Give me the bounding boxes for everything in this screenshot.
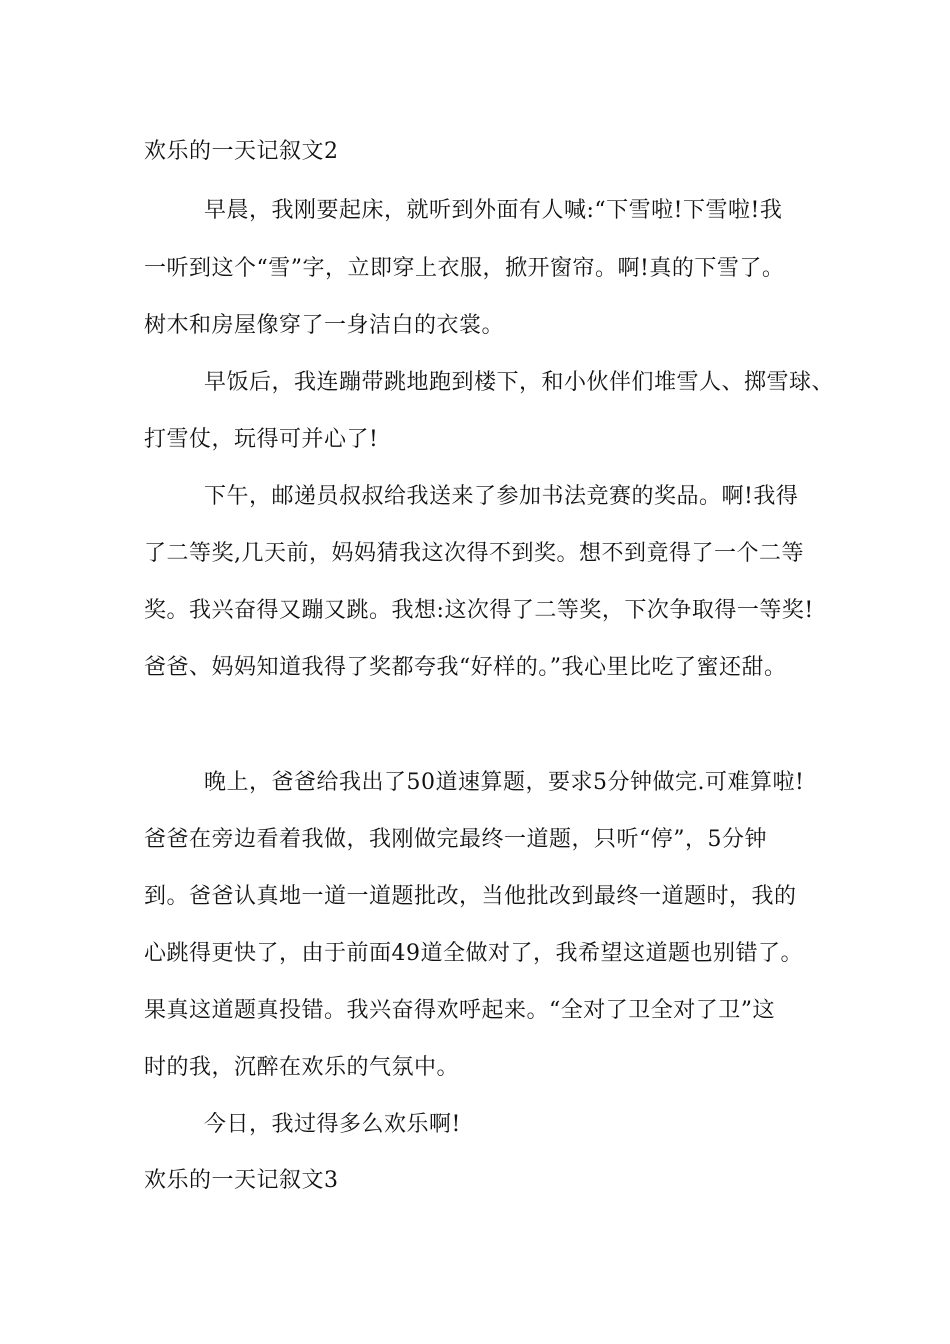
paragraph-line: 果真这道题真投错。我兴奋得欢呼起来。“全对了卫全对了卫”这 — [144, 998, 775, 1023]
paragraph-line: 心跳得更快了，由于前面49道全做对了，我希望这道题也别错了。 — [144, 941, 803, 966]
paragraph-line: 下午，邮递员叔叔给我送来了参加书法竞赛的奖品。啊!我得 — [204, 484, 799, 509]
paragraph-line: 奖。我兴奋得又蹦又跳。我想:这次得了二等奖，下次争取得一等奖! — [144, 598, 814, 623]
paragraph-line: 打雪仗，玩得可并心了! — [144, 427, 379, 452]
section-heading-2: 欢乐的一天记叙文2 — [144, 139, 339, 164]
paragraph-line: 到。爸爸认真地一道一道题批改，当他批改到最终一道题时，我的 — [144, 884, 797, 909]
paragraph-line: 爸爸在旁边看着我做，我刚做完最终一道题，只听“停”，5分钟 — [144, 827, 767, 852]
paragraph-line: 早饭后，我连蹦带跳地跑到楼下，和小伙伴们堆雪人、掷雪球、 — [204, 370, 835, 395]
paragraph-line: 早晨，我刚要起床，就听到外面有人喊:“下雪啦!下雪啦!我 — [204, 198, 783, 223]
paragraph-line: 了二等奖,几天前，妈妈猜我这次得不到奖。想不到竟得了一个二等 — [144, 541, 804, 566]
paragraph-line: 一听到这个“雪”字，立即穿上衣服，掀开窗帘。啊!真的下雪了。 — [144, 256, 785, 281]
paragraph-line: 晚上，爸爸给我出了50道速算题，要求5分钟做完.可难算啦! — [204, 770, 805, 795]
paragraph-line: 树木和房屋像穿了一身洁白的衣裳。 — [144, 313, 505, 338]
paragraph-line: 时的我，沉醉在欢乐的气氛中。 — [144, 1055, 460, 1080]
paragraph-line: 爸爸、妈妈知道我得了奖都夸我“好样的。”我心里比吃了蜜还甜。 — [144, 655, 787, 680]
paragraph-line: 今日，我过得多么欢乐啊! — [204, 1112, 461, 1137]
section-heading-3: 欢乐的一天记叙文3 — [144, 1168, 339, 1193]
